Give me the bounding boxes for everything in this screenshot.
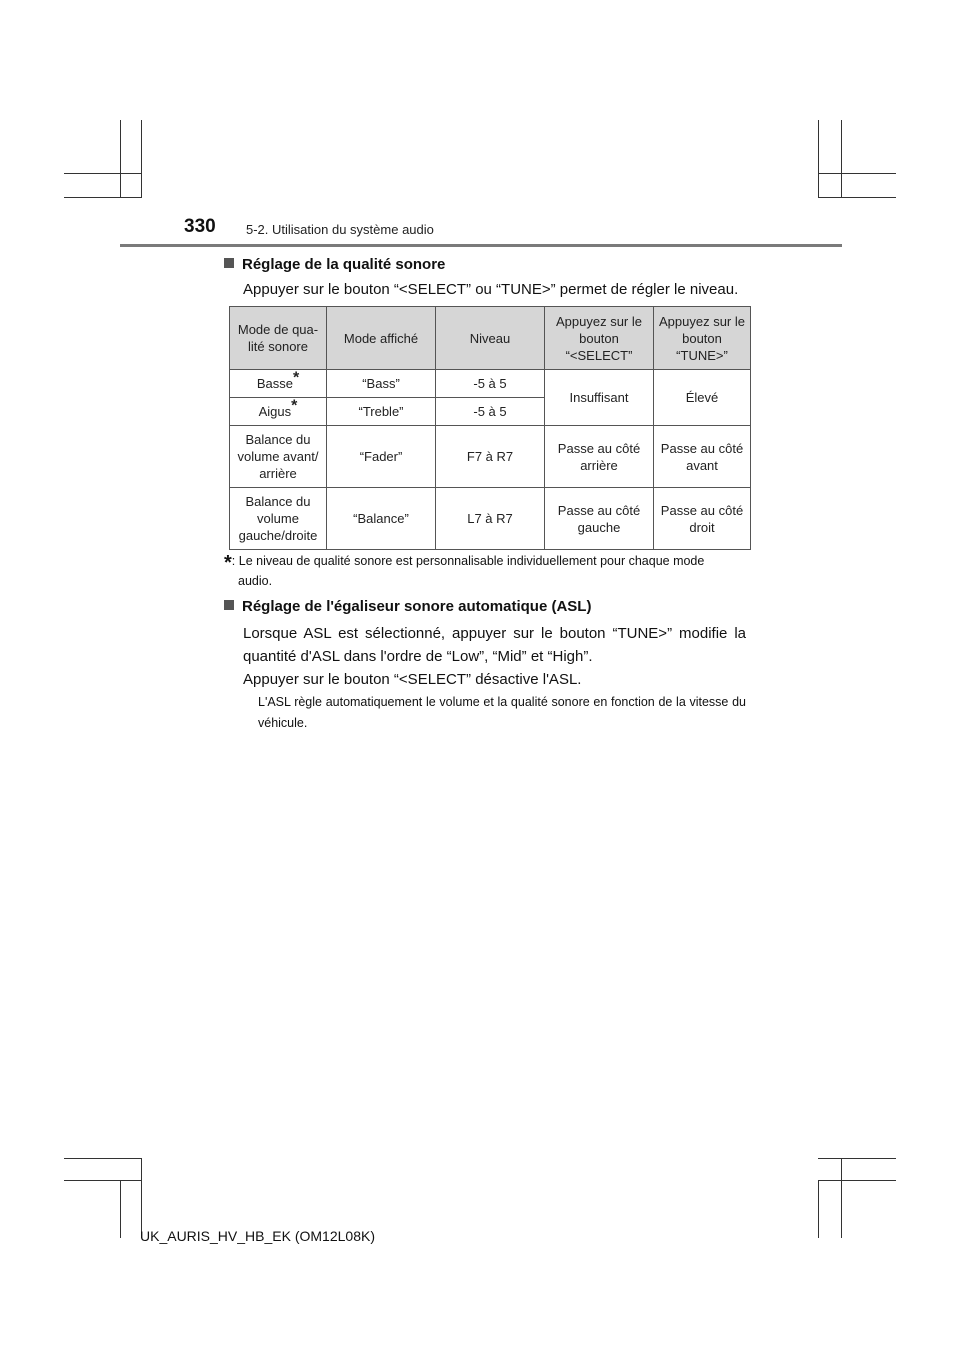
- page-number: 330: [184, 216, 216, 237]
- table-cell: Passe au côté arrière: [545, 426, 654, 488]
- crop-mark: [64, 197, 142, 198]
- column-header: Appuyez sur le bouton “TUNE>”: [654, 307, 751, 370]
- table-cell: “Treble”: [327, 398, 436, 426]
- crop-mark: [818, 120, 819, 198]
- crop-mark: [64, 1180, 142, 1181]
- table-cell: Aigus*: [230, 398, 327, 426]
- section-heading-asl: [224, 598, 591, 615]
- crop-mark: [841, 1158, 842, 1238]
- table-cell: Insuffisant: [545, 370, 654, 426]
- crop-mark: [818, 1180, 896, 1181]
- intro-paragraph: Appuyer sur le bouton “<SELECT” ou “TUNE>” permet de régler le niveau.: [243, 281, 739, 298]
- crop-mark: [64, 173, 142, 174]
- column-header: Appuyez sur le bouton “<SELECT”: [545, 307, 654, 370]
- table-footnote: [224, 552, 746, 590]
- footnote-marker: *: [292, 369, 300, 387]
- table-cell: Balance du volume avant/ arrière: [230, 426, 327, 488]
- square-bullet-icon: [224, 258, 234, 268]
- table-row: [230, 370, 751, 398]
- sound-quality-table: [229, 306, 751, 550]
- document-code: UK_AURIS_HV_HB_EK (OM12L08K): [140, 1228, 375, 1244]
- column-header: Niveau: [436, 307, 545, 370]
- crop-mark: [818, 173, 896, 174]
- crop-mark: [818, 1158, 896, 1159]
- table-cell: “Fader”: [327, 426, 436, 488]
- crop-mark: [120, 1180, 121, 1238]
- table-cell: Élevé: [654, 370, 751, 426]
- crop-mark: [120, 120, 121, 198]
- footnote-text: : Le niveau de qualité sonore est personnalisable individuellement pour chaque mode: [231, 554, 705, 568]
- section-heading-text: Réglage de l'égaliseur sonore automatique (ASL): [242, 598, 592, 615]
- section-heading-sound-quality: [224, 256, 445, 273]
- header-divider: [120, 244, 842, 247]
- table-cell: L7 à R7: [436, 488, 545, 550]
- table-cell: Passe au côté droit: [654, 488, 751, 550]
- chapter-title: 5-2. Utilisation du système audio: [246, 222, 434, 237]
- table-cell: Basse*: [230, 370, 327, 398]
- crop-mark: [141, 120, 142, 198]
- column-header: Mode de qua-lité sonore: [230, 307, 327, 370]
- asl-note: L'ASL règle automatiquement le volume et la qualité sonore en fonction de la vitesse du véhicule.: [258, 695, 746, 730]
- asl-deactivate-paragraph: Appuyer sur le bouton “<SELECT” désactive l'ASL.: [243, 671, 582, 688]
- footnote-marker: *: [224, 552, 232, 574]
- asl-paragraph: Lorsque ASL est sélectionné, appuyer sur le bouton “TUNE>” modifie la quantité d'ASL dans l'ordre de “Low”, “Mid” et “High”.: [243, 625, 746, 665]
- crop-mark: [141, 1158, 142, 1238]
- table-cell: Passe au côté avant: [654, 426, 751, 488]
- table-row: [230, 488, 751, 550]
- table-cell: -5 à 5: [436, 370, 545, 398]
- table-cell: Passe au côté gauche: [545, 488, 654, 550]
- section-heading-text: Réglage de la qualité sonore: [242, 256, 446, 273]
- square-bullet-icon: [224, 600, 234, 610]
- table-cell: “Balance”: [327, 488, 436, 550]
- table-header-row: [230, 307, 751, 370]
- crop-mark: [841, 120, 842, 198]
- column-header: Mode affiché: [327, 307, 436, 370]
- crop-mark: [64, 1158, 142, 1159]
- table-row: [230, 426, 751, 488]
- table-cell: “Bass”: [327, 370, 436, 398]
- crop-mark: [818, 197, 896, 198]
- table-cell: Balance du volume gauche/droite: [230, 488, 327, 550]
- crop-mark: [818, 1180, 819, 1238]
- table-cell: -5 à 5: [436, 398, 545, 426]
- footnote-marker: *: [291, 397, 298, 415]
- footnote-text-continued: audio.: [238, 574, 273, 588]
- table-cell: F7 à R7: [436, 426, 545, 488]
